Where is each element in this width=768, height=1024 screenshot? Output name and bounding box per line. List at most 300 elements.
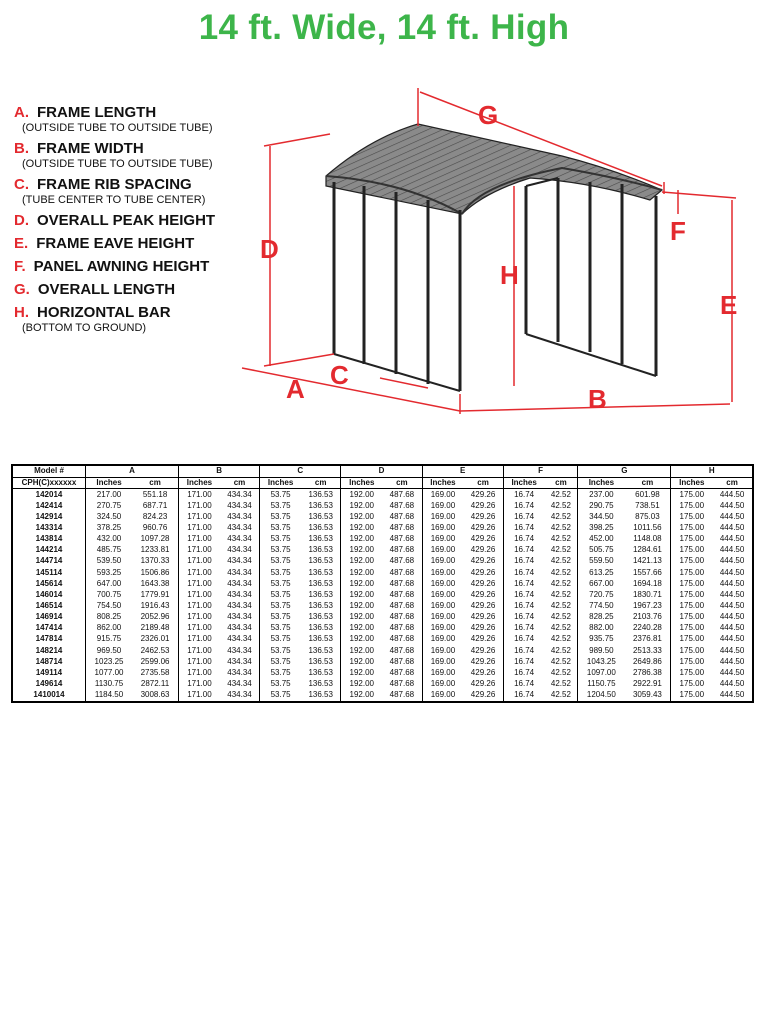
value-cell: 53.75	[260, 556, 301, 567]
value-cell: 175.00	[671, 500, 712, 511]
value-cell: 434.34	[220, 556, 260, 567]
page-title: 14 ft. Wide, 14 ft. High	[198, 8, 570, 47]
value-cell: 53.75	[260, 500, 301, 511]
value-cell: 171.00	[179, 645, 220, 656]
value-cell: 444.50	[712, 612, 753, 623]
value-cell: 16.74	[503, 634, 544, 645]
value-cell: 720.75	[578, 589, 625, 600]
value-cell: 444.50	[712, 678, 753, 689]
value-cell: 171.00	[179, 578, 220, 589]
legend-main	[14, 176, 264, 193]
value-cell: 16.74	[503, 522, 544, 533]
value-cell: 429.26	[463, 678, 503, 689]
value-cell: 824.23	[132, 511, 179, 522]
value-cell: 171.00	[179, 690, 220, 702]
value-cell: 2462.53	[132, 645, 179, 656]
column-group-header: C	[260, 465, 341, 477]
table-body	[12, 489, 753, 702]
value-cell: 169.00	[422, 656, 463, 667]
unit-inches-header: Inches	[86, 477, 133, 489]
value-cell: 487.68	[382, 690, 422, 702]
value-cell: 429.26	[463, 522, 503, 533]
value-cell: 434.34	[220, 678, 260, 689]
value-cell: 1916.43	[132, 600, 179, 611]
value-cell: 237.00	[578, 489, 625, 501]
value-cell: 42.52	[544, 667, 577, 678]
value-cell: 16.74	[503, 545, 544, 556]
model-cell: 144214	[12, 545, 86, 556]
table-row	[12, 489, 753, 501]
value-cell: 434.34	[220, 667, 260, 678]
value-cell: 444.50	[712, 634, 753, 645]
value-cell: 192.00	[341, 612, 382, 623]
legend-item	[14, 235, 264, 252]
value-cell: 2240.28	[624, 623, 671, 634]
model-cell: 148214	[12, 645, 86, 656]
value-cell: 16.74	[503, 645, 544, 656]
value-cell: 429.26	[463, 500, 503, 511]
value-cell: 171.00	[179, 500, 220, 511]
value-cell: 53.75	[260, 678, 301, 689]
value-cell: 171.00	[179, 545, 220, 556]
value-cell: 1184.50	[86, 690, 133, 702]
value-cell: 175.00	[671, 545, 712, 556]
legend-main	[14, 212, 264, 229]
legend-item	[14, 212, 264, 229]
value-cell: 171.00	[179, 612, 220, 623]
value-cell: 16.74	[503, 656, 544, 667]
value-cell: 1043.25	[578, 656, 625, 667]
value-cell: 192.00	[341, 500, 382, 511]
value-cell: 53.75	[260, 600, 301, 611]
table-row	[12, 690, 753, 702]
value-cell: 171.00	[179, 589, 220, 600]
value-cell: 16.74	[503, 489, 544, 501]
value-cell: 136.53	[301, 656, 341, 667]
value-cell: 1023.25	[86, 656, 133, 667]
value-cell: 828.25	[578, 612, 625, 623]
value-cell: 754.50	[86, 600, 133, 611]
value-cell: 487.68	[382, 623, 422, 634]
value-cell: 42.52	[544, 545, 577, 556]
table-row	[12, 545, 753, 556]
value-cell: 16.74	[503, 589, 544, 600]
value-cell: 175.00	[671, 567, 712, 578]
model-header: Model #	[12, 465, 86, 477]
value-cell: 136.53	[301, 667, 341, 678]
model-cell: 147814	[12, 634, 86, 645]
value-cell: 16.74	[503, 623, 544, 634]
value-cell: 16.74	[503, 667, 544, 678]
value-cell: 136.53	[301, 589, 341, 600]
value-cell: 16.74	[503, 600, 544, 611]
legend-item	[14, 304, 264, 334]
value-cell: 169.00	[422, 589, 463, 600]
value-cell: 169.00	[422, 678, 463, 689]
unit-cm-header: cm	[712, 477, 753, 489]
value-cell: 192.00	[341, 489, 382, 501]
model-subheader: CPH(C)xxxxxx	[12, 477, 86, 489]
value-cell: 1097.28	[132, 534, 179, 545]
value-cell: 53.75	[260, 667, 301, 678]
value-cell: 192.00	[341, 578, 382, 589]
value-cell: 593.25	[86, 567, 133, 578]
value-cell: 960.76	[132, 522, 179, 533]
legend-letter: E.	[14, 235, 29, 252]
value-cell: 16.74	[503, 567, 544, 578]
value-cell: 613.25	[578, 567, 625, 578]
value-cell: 169.00	[422, 578, 463, 589]
table-row	[12, 589, 753, 600]
value-cell: 136.53	[301, 545, 341, 556]
value-cell: 434.34	[220, 522, 260, 533]
value-cell: 171.00	[179, 600, 220, 611]
value-cell: 42.52	[544, 556, 577, 567]
value-cell: 2922.91	[624, 678, 671, 689]
dim-label-g: G	[478, 100, 499, 130]
value-cell: 1233.81	[132, 545, 179, 556]
legend-main	[14, 304, 264, 321]
value-cell: 487.68	[382, 534, 422, 545]
table-row	[12, 678, 753, 689]
value-cell: 344.50	[578, 511, 625, 522]
table-group-header	[12, 465, 753, 477]
value-cell: 136.53	[301, 578, 341, 589]
column-group-header: E	[422, 465, 503, 477]
value-cell: 290.75	[578, 500, 625, 511]
value-cell: 42.52	[544, 623, 577, 634]
value-cell: 1694.18	[624, 578, 671, 589]
value-cell: 2376.81	[624, 634, 671, 645]
dim-label-d: D	[260, 234, 279, 264]
value-cell: 136.53	[301, 645, 341, 656]
value-cell: 192.00	[341, 545, 382, 556]
legend-label: PANEL AWNING HEIGHT	[33, 258, 210, 275]
value-cell: 989.50	[578, 645, 625, 656]
value-cell: 136.53	[301, 534, 341, 545]
value-cell: 136.53	[301, 511, 341, 522]
dim-label-a: A	[286, 374, 305, 404]
value-cell: 487.68	[382, 578, 422, 589]
value-cell: 171.00	[179, 678, 220, 689]
value-cell: 136.53	[301, 600, 341, 611]
value-cell: 169.00	[422, 645, 463, 656]
legend-letter: B.	[14, 140, 29, 157]
value-cell: 1830.71	[624, 589, 671, 600]
value-cell: 882.00	[578, 623, 625, 634]
value-cell: 2103.76	[624, 612, 671, 623]
value-cell: 398.25	[578, 522, 625, 533]
value-cell: 434.34	[220, 690, 260, 702]
model-cell: 146914	[12, 612, 86, 623]
column-group-header: D	[341, 465, 422, 477]
value-cell: 136.53	[301, 634, 341, 645]
value-cell: 171.00	[179, 623, 220, 634]
value-cell: 53.75	[260, 634, 301, 645]
legend-label: HORIZONTAL BAR	[37, 304, 171, 321]
value-cell: 487.68	[382, 678, 422, 689]
value-cell: 42.52	[544, 656, 577, 667]
value-cell: 192.00	[341, 567, 382, 578]
value-cell: 175.00	[671, 589, 712, 600]
value-cell: 862.00	[86, 623, 133, 634]
value-cell: 444.50	[712, 690, 753, 702]
value-cell: 171.00	[179, 634, 220, 645]
value-cell: 1421.13	[624, 556, 671, 567]
value-cell: 434.34	[220, 656, 260, 667]
unit-inches-header: Inches	[179, 477, 220, 489]
value-cell: 16.74	[503, 500, 544, 511]
model-cell: 145614	[12, 578, 86, 589]
value-cell: 136.53	[301, 489, 341, 501]
column-group-header: F	[503, 465, 578, 477]
dim-label-c: C	[330, 360, 349, 390]
value-cell: 505.75	[578, 545, 625, 556]
table-row	[12, 656, 753, 667]
value-cell: 601.98	[624, 489, 671, 501]
model-cell: 149114	[12, 667, 86, 678]
value-cell: 42.52	[544, 634, 577, 645]
value-cell: 738.51	[624, 500, 671, 511]
legend-label: FRAME WIDTH	[37, 140, 144, 157]
value-cell: 171.00	[179, 522, 220, 533]
value-cell: 444.50	[712, 511, 753, 522]
end-wall-posts	[526, 178, 656, 376]
value-cell: 429.26	[463, 489, 503, 501]
table-row	[12, 634, 753, 645]
dim-label-f: F	[670, 216, 686, 246]
value-cell: 429.26	[463, 690, 503, 702]
value-cell: 192.00	[341, 678, 382, 689]
carport-diagram	[230, 86, 760, 416]
value-cell: 136.53	[301, 567, 341, 578]
value-cell: 429.26	[463, 600, 503, 611]
value-cell: 1506.86	[132, 567, 179, 578]
value-cell: 429.26	[463, 545, 503, 556]
value-cell: 136.53	[301, 522, 341, 533]
value-cell: 2513.33	[624, 645, 671, 656]
value-cell: 175.00	[671, 556, 712, 567]
value-cell: 175.00	[671, 511, 712, 522]
value-cell: 192.00	[341, 645, 382, 656]
value-cell: 169.00	[422, 534, 463, 545]
value-cell: 1077.00	[86, 667, 133, 678]
value-cell: 487.68	[382, 600, 422, 611]
value-cell: 1204.50	[578, 690, 625, 702]
table-row	[12, 623, 753, 634]
legend-label: OVERALL PEAK HEIGHT	[37, 212, 216, 229]
legend-item	[14, 140, 264, 170]
unit-inches-header: Inches	[578, 477, 625, 489]
value-cell: 444.50	[712, 500, 753, 511]
value-cell: 42.52	[544, 589, 577, 600]
value-cell: 192.00	[341, 589, 382, 600]
table-unit-header	[12, 477, 753, 489]
value-cell: 487.68	[382, 645, 422, 656]
value-cell: 434.34	[220, 578, 260, 589]
legend-main	[14, 281, 264, 298]
value-cell: 3059.43	[624, 690, 671, 702]
legend-letter: D.	[14, 212, 29, 229]
value-cell: 171.00	[179, 534, 220, 545]
value-cell: 487.68	[382, 545, 422, 556]
value-cell: 1150.75	[578, 678, 625, 689]
table-row	[12, 645, 753, 656]
value-cell: 444.50	[712, 534, 753, 545]
value-cell: 42.52	[544, 690, 577, 702]
model-cell: 146014	[12, 589, 86, 600]
legend-letter: C.	[14, 176, 29, 193]
value-cell: 434.34	[220, 567, 260, 578]
value-cell: 169.00	[422, 600, 463, 611]
legend-main	[14, 235, 264, 252]
value-cell: 169.00	[422, 690, 463, 702]
model-cell: 142414	[12, 500, 86, 511]
value-cell: 169.00	[422, 612, 463, 623]
dim-label-h: H	[500, 260, 519, 290]
value-cell: 169.00	[422, 556, 463, 567]
value-cell: 444.50	[712, 656, 753, 667]
value-cell: 444.50	[712, 600, 753, 611]
value-cell: 429.26	[463, 556, 503, 567]
value-cell: 171.00	[179, 567, 220, 578]
value-cell: 434.34	[220, 545, 260, 556]
legend-label: FRAME LENGTH	[37, 104, 157, 121]
column-group-header: H	[671, 465, 753, 477]
value-cell: 16.74	[503, 534, 544, 545]
value-cell: 487.68	[382, 667, 422, 678]
value-cell: 53.75	[260, 522, 301, 533]
value-cell: 487.68	[382, 489, 422, 501]
value-cell: 487.68	[382, 500, 422, 511]
value-cell: 1284.61	[624, 545, 671, 556]
value-cell: 935.75	[578, 634, 625, 645]
table-row	[12, 511, 753, 522]
value-cell: 53.75	[260, 589, 301, 600]
value-cell: 169.00	[422, 522, 463, 533]
value-cell: 175.00	[671, 522, 712, 533]
value-cell: 487.68	[382, 511, 422, 522]
value-cell: 647.00	[86, 578, 133, 589]
model-cell: 1410014	[12, 690, 86, 702]
value-cell: 42.52	[544, 522, 577, 533]
value-cell: 429.26	[463, 511, 503, 522]
value-cell: 175.00	[671, 489, 712, 501]
legend-label: FRAME EAVE HEIGHT	[36, 235, 195, 252]
value-cell: 175.00	[671, 678, 712, 689]
value-cell: 169.00	[422, 634, 463, 645]
value-cell: 687.71	[132, 500, 179, 511]
value-cell: 171.00	[179, 656, 220, 667]
value-cell: 1643.38	[132, 578, 179, 589]
value-cell: 175.00	[671, 534, 712, 545]
unit-inches-header: Inches	[260, 477, 301, 489]
value-cell: 175.00	[671, 645, 712, 656]
value-cell: 16.74	[503, 612, 544, 623]
value-cell: 2786.38	[624, 667, 671, 678]
value-cell: 434.34	[220, 589, 260, 600]
value-cell: 444.50	[712, 522, 753, 533]
value-cell: 42.52	[544, 578, 577, 589]
value-cell: 192.00	[341, 623, 382, 634]
table-row	[12, 578, 753, 589]
value-cell: 808.25	[86, 612, 133, 623]
dimension-legend	[14, 104, 264, 340]
value-cell: 429.26	[463, 612, 503, 623]
legend-sub: (OUTSIDE TUBE TO OUTSIDE TUBE)	[22, 158, 213, 170]
value-cell: 42.52	[544, 489, 577, 501]
value-cell: 175.00	[671, 600, 712, 611]
value-cell: 2735.58	[132, 667, 179, 678]
value-cell: 53.75	[260, 623, 301, 634]
legend-item	[14, 258, 264, 275]
value-cell: 2599.06	[132, 656, 179, 667]
value-cell: 429.26	[463, 656, 503, 667]
table-row	[12, 600, 753, 611]
value-cell: 53.75	[260, 612, 301, 623]
value-cell: 774.50	[578, 600, 625, 611]
value-cell: 53.75	[260, 489, 301, 501]
model-cell: 148714	[12, 656, 86, 667]
unit-cm-header: cm	[624, 477, 671, 489]
value-cell: 429.26	[463, 623, 503, 634]
value-cell: 192.00	[341, 656, 382, 667]
value-cell: 434.34	[220, 534, 260, 545]
value-cell: 16.74	[503, 690, 544, 702]
legend-item	[14, 104, 264, 134]
value-cell: 444.50	[712, 545, 753, 556]
unit-inches-header: Inches	[503, 477, 544, 489]
column-group-header: G	[578, 465, 671, 477]
model-cell: 144714	[12, 556, 86, 567]
value-cell: 42.52	[544, 645, 577, 656]
legend-main	[14, 258, 264, 275]
legend-letter: H.	[14, 304, 29, 321]
value-cell: 444.50	[712, 623, 753, 634]
legend-item	[14, 176, 264, 206]
dimension-lines	[242, 88, 736, 414]
value-cell: 16.74	[503, 578, 544, 589]
value-cell: 551.18	[132, 489, 179, 501]
value-cell: 136.53	[301, 678, 341, 689]
dimensions-table	[11, 464, 754, 703]
value-cell: 16.74	[503, 556, 544, 567]
value-cell: 2052.96	[132, 612, 179, 623]
value-cell: 175.00	[671, 612, 712, 623]
value-cell: 1148.08	[624, 534, 671, 545]
value-cell: 2326.01	[132, 634, 179, 645]
model-cell: 145114	[12, 567, 86, 578]
unit-inches-header: Inches	[422, 477, 463, 489]
value-cell: 217.00	[86, 489, 133, 501]
legend-main	[14, 140, 264, 157]
value-cell: 136.53	[301, 612, 341, 623]
value-cell: 434.34	[220, 612, 260, 623]
value-cell: 175.00	[671, 656, 712, 667]
value-cell: 539.50	[86, 556, 133, 567]
value-cell: 136.53	[301, 556, 341, 567]
model-cell: 142014	[12, 489, 86, 501]
value-cell: 53.75	[260, 645, 301, 656]
value-cell: 429.26	[463, 534, 503, 545]
unit-cm-header: cm	[132, 477, 179, 489]
value-cell: 434.34	[220, 623, 260, 634]
value-cell: 169.00	[422, 567, 463, 578]
column-group-header: A	[86, 465, 179, 477]
value-cell: 444.50	[712, 667, 753, 678]
value-cell: 429.26	[463, 589, 503, 600]
unit-cm-header: cm	[463, 477, 503, 489]
